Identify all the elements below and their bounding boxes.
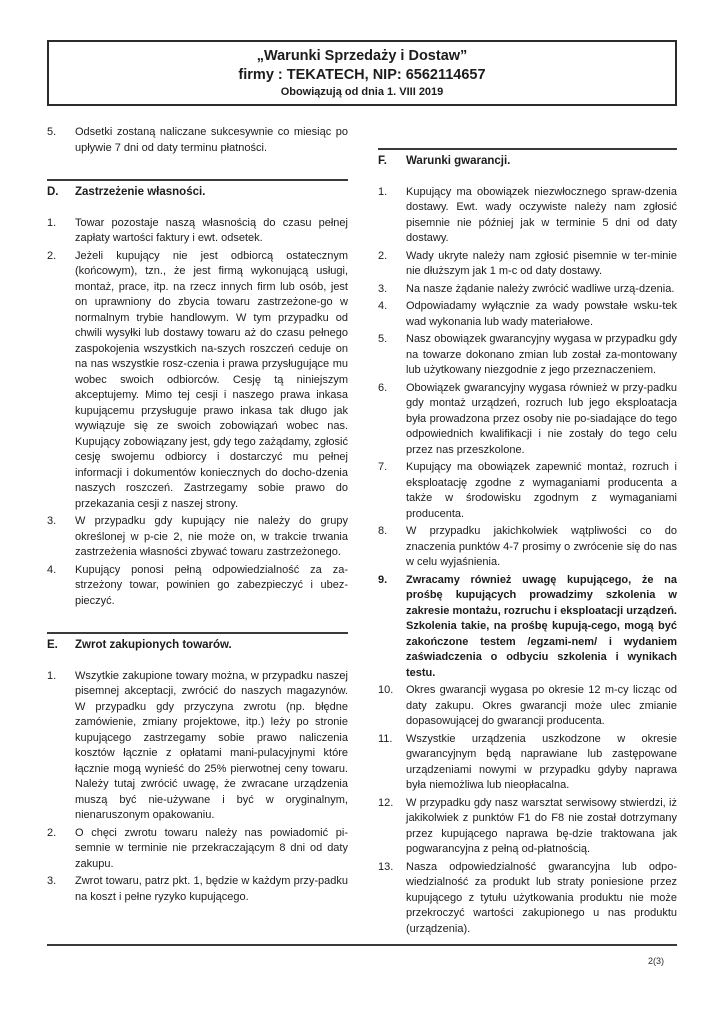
list-item bbox=[378, 332, 677, 379]
item-number: 11. bbox=[378, 732, 393, 745]
item-text: Towar pozostaje naszą własnością do czasu pełnej zapłaty wartości faktury i ewt. odsetek. bbox=[75, 216, 348, 244]
item-number: 4. bbox=[378, 300, 388, 312]
item-text: Nasz obowiązek gwarancyjny wygasa w przypadku gdy na towarze dokonano zmian lub został za-montowany lub użytkowany niezgodnie z jego przeznaczeniem. bbox=[406, 333, 677, 376]
list-item bbox=[378, 299, 677, 330]
section-items bbox=[378, 185, 677, 938]
item-number: 9. bbox=[378, 573, 388, 586]
item-number: 3. bbox=[47, 875, 57, 887]
list-item bbox=[47, 216, 348, 247]
item-number: 3. bbox=[47, 515, 57, 527]
list-item bbox=[47, 249, 348, 513]
list-item bbox=[378, 796, 677, 858]
section-header bbox=[47, 185, 348, 201]
item-text: Kupujący ma obowiązek zapewnić montaż, rozruch i eksploatację zgodne z wymaganiami producenta a także w środowisku zgodnym z wymaganiami producenta. bbox=[406, 461, 677, 520]
list-item bbox=[47, 669, 348, 824]
list-item bbox=[378, 381, 677, 459]
item-text: Zwrot towaru, patrz pkt. 1, będzie w każdym przy-padku na koszt i pełne ryzyko kupującego. bbox=[75, 875, 348, 903]
page-number: 2(3) bbox=[647, 956, 664, 966]
section-divider bbox=[47, 179, 348, 181]
item-text: W przypadku gdy kupujący nie należy do grupy określonej w p-cie 2, nie może on, w trakcie trwania zastrzeżenia własności zbywać towaru zastrzeżonego. bbox=[75, 515, 348, 558]
item-text: Kupujący ma obowiązek niezwłocznego spraw-dzenia dostawy. Ewt. wady oczywiste należy nam zgłosić pisemnie nie później jak w terminie 5 dni od daty dostawy. bbox=[406, 185, 677, 244]
item-number: 1. bbox=[47, 216, 57, 229]
item-text: Okres gwarancji wygasa po okresie 12 m-cy licząc od daty zakupu. Okres gwarancji może ulec zmianie dopasowującej do gwarancji producenta. bbox=[406, 684, 677, 727]
section-title: Zastrzeżenie własności. bbox=[75, 186, 206, 198]
item-text: Obowiązek gwarancyjny wygasa również w przy-padku gdy montaż urządzeń, rozruch lub jego eksploatacja była prowadzona przez osoby nie po-siadające do tego odpowiednich kwalifikacji i nie zostały do tego celu przez nas przeszkolone. bbox=[406, 381, 677, 456]
item-number: 2. bbox=[47, 249, 57, 262]
section-divider bbox=[378, 148, 677, 150]
item-text: Odsetki zostaną naliczane sukcesywnie co miesiąc po upływie 7 dni od daty terminu płatności. bbox=[75, 126, 348, 154]
item-number: 12. bbox=[378, 796, 394, 809]
list-item bbox=[47, 826, 348, 873]
item-number: 2. bbox=[47, 826, 57, 839]
list-item bbox=[47, 125, 348, 156]
section-divider bbox=[47, 632, 348, 634]
section-letter: F. bbox=[378, 155, 387, 167]
document-header bbox=[47, 40, 677, 106]
list-item bbox=[47, 514, 348, 561]
section-items bbox=[47, 669, 348, 906]
item-text: W przypadku gdy nasz warsztat serwisowy stwierdzi, iż jakikolwiek z punktów F1 do F8 nie został dotrzymany przez kupującego naprawa bę-dzie traktowana jak pogwarancyjna z pełną od-płatnością. bbox=[406, 796, 677, 855]
item-number: 7. bbox=[378, 461, 388, 473]
section-items bbox=[47, 216, 348, 610]
item-text: W przypadku jakichkolwiek wątpliwości co do znaczenia punktów 4-7 prosimy o zwrócenie się do nas w celu wyjaśnienia. bbox=[406, 525, 677, 568]
list-item bbox=[378, 573, 677, 682]
item-text: Wady ukryte należy nam zgłosić pisemnie w ter-minie nie dłuższym jak 1 m-c od daty dostawy. bbox=[406, 249, 677, 277]
list-item bbox=[378, 860, 677, 938]
list-item bbox=[378, 683, 677, 730]
list-item bbox=[47, 563, 348, 610]
item-number: 5. bbox=[378, 333, 388, 345]
item-number: 3. bbox=[378, 282, 388, 295]
item-text: Odpowiadamy wyłącznie za wady powstałe wsku-tek wad wykonania lub wady materiałowe. bbox=[406, 300, 677, 328]
item-text: Wszytkie zakupione towary można, w przypadku naszej pisemnej akceptacji, zwrócić do naszych magazynów. W przypadku gdy przyczyna zwrotu (np. błędne zamówienie, zmiany projektowe, itp.) leży po stronie kupującego zastrzegamy sobie prawo naliczenia kosztów łącznie z opłatami mani-pulacyjnymi które łącznie mogą wynieść do 25% pierwotnej ceny towaru. Należy tutaj zwrócić uwagę, że zwracane urządzenia muszą być nie-używane i być w oryginalnym, nienaruszonym opakowaniu. bbox=[75, 669, 348, 821]
section-header bbox=[47, 638, 348, 654]
right-column bbox=[378, 148, 677, 939]
list-item bbox=[378, 732, 677, 794]
section-title: Warunki gwarancji. bbox=[406, 155, 511, 167]
item-number: 1. bbox=[378, 185, 388, 198]
list-item bbox=[378, 282, 677, 298]
list-item bbox=[378, 185, 677, 247]
list-item bbox=[47, 874, 348, 905]
effective-date: Obowiązują od dnia 1. VIII 2019 bbox=[280, 86, 444, 98]
item-text: Nasza odpowiedzialność gwarancyjna lub odpo-wiedzialność za produkt lub straty poniesione przez kupującego z tytułu użytkowania produktu nie może przekroczyć wartości zakupionego u nas produktu (urządzenia). bbox=[406, 860, 677, 935]
list-item bbox=[378, 524, 677, 571]
list-item bbox=[378, 460, 677, 522]
company-line: firmy : TEKATECH, NIP: 6562114657 bbox=[238, 67, 486, 83]
item-text: Zwracamy również uwagę kupującego, że na prośbę kupujących prowadzimy szkolenia w zakresie montażu, rozruchu i eksploatacji urządzeń. Szkolenia takie, na prośbę kupują-cego, mogą być zakończone testem /egzami-nem/ i wydaniem zaświadczenia o odbyciu szkolenia i wynikach testu. bbox=[406, 573, 677, 679]
item-number: 1. bbox=[47, 669, 57, 682]
document-section bbox=[47, 632, 348, 905]
item-number: 6. bbox=[378, 381, 388, 394]
item-number: 4. bbox=[47, 563, 57, 576]
document-section bbox=[47, 179, 348, 609]
section-letter: D. bbox=[47, 186, 59, 198]
section-title: Zwrot zakupionych towarów. bbox=[75, 639, 232, 651]
item-text: Kupujący ponosi pełną odpowiedzialność za za-strzeżony towar, powinien go zabezpieczyć i ubez-pieczyć. bbox=[75, 563, 348, 607]
item-number: 2. bbox=[378, 249, 388, 262]
item-text: O chęci zwrotu towaru należy nas powiadomić pi-semnie w terminie nie przekraczającym 8 dni od daty zakupu. bbox=[75, 826, 348, 870]
item-text: Wszystkie urządzenia uszkodzone w okresie gwarancyjnym będą naprawiane lub zastępowane urządzeniami nowymi w przypadku gdyby naprawa była niemożliwa lub nieopłacalna. bbox=[406, 732, 677, 791]
item-number: 10. bbox=[378, 684, 394, 696]
section-header bbox=[378, 154, 677, 170]
item-number: 13. bbox=[378, 860, 394, 873]
document-section bbox=[378, 148, 677, 937]
item-text: Na nasze żądanie należy zwrócić wadliwe urzą-dzenia. bbox=[406, 282, 675, 295]
footer-divider bbox=[47, 944, 677, 946]
left-column bbox=[47, 125, 348, 907]
item-number: 8. bbox=[378, 525, 388, 537]
item-number: 5. bbox=[47, 126, 57, 138]
section-letter: E. bbox=[47, 639, 58, 651]
document-title: „Warunki Sprzedaży i Dostaw” bbox=[256, 48, 468, 64]
list-item bbox=[378, 249, 677, 280]
item-text: Jeżeli kupujący nie jest odbiorcą ostatecznym (końcowym), tzn., że jest firmą wykonującą usługi, montaż, prace, itp. na rzecz innych firm lub osób, jest on uprawniony do zbycia towaru zastrzeżone-go w normalnym trybie handlowym. W tym przypadku od chwili wysyłki lub dostawy towaru aż do czasu pełnego zaspokojenia wszystkich na-szych roszczeń ceduje on na nas wszystkie rosz-czenia i prawa przysługujące mu wobec swoich odbiorców. Cesję tą niniejszym akceptujemy. Mimo tej cesji i naszego prawa inkasa kupującemu przysługuje prawo inkasa tak długo jak wywiązuje się ze swoich zobowiązań wobec nas. Kupujący zobowiązany jest, gdy tego zażądamy, zgłosić cesję swojemu odbiorcy i dostarczyć mu pełnej informacji i dokumentów koniecznych do docho-dzenia naszych roszczeń. Zastrzegamy sobie prawo do przekazania cesji z naszej strony. bbox=[75, 249, 348, 510]
